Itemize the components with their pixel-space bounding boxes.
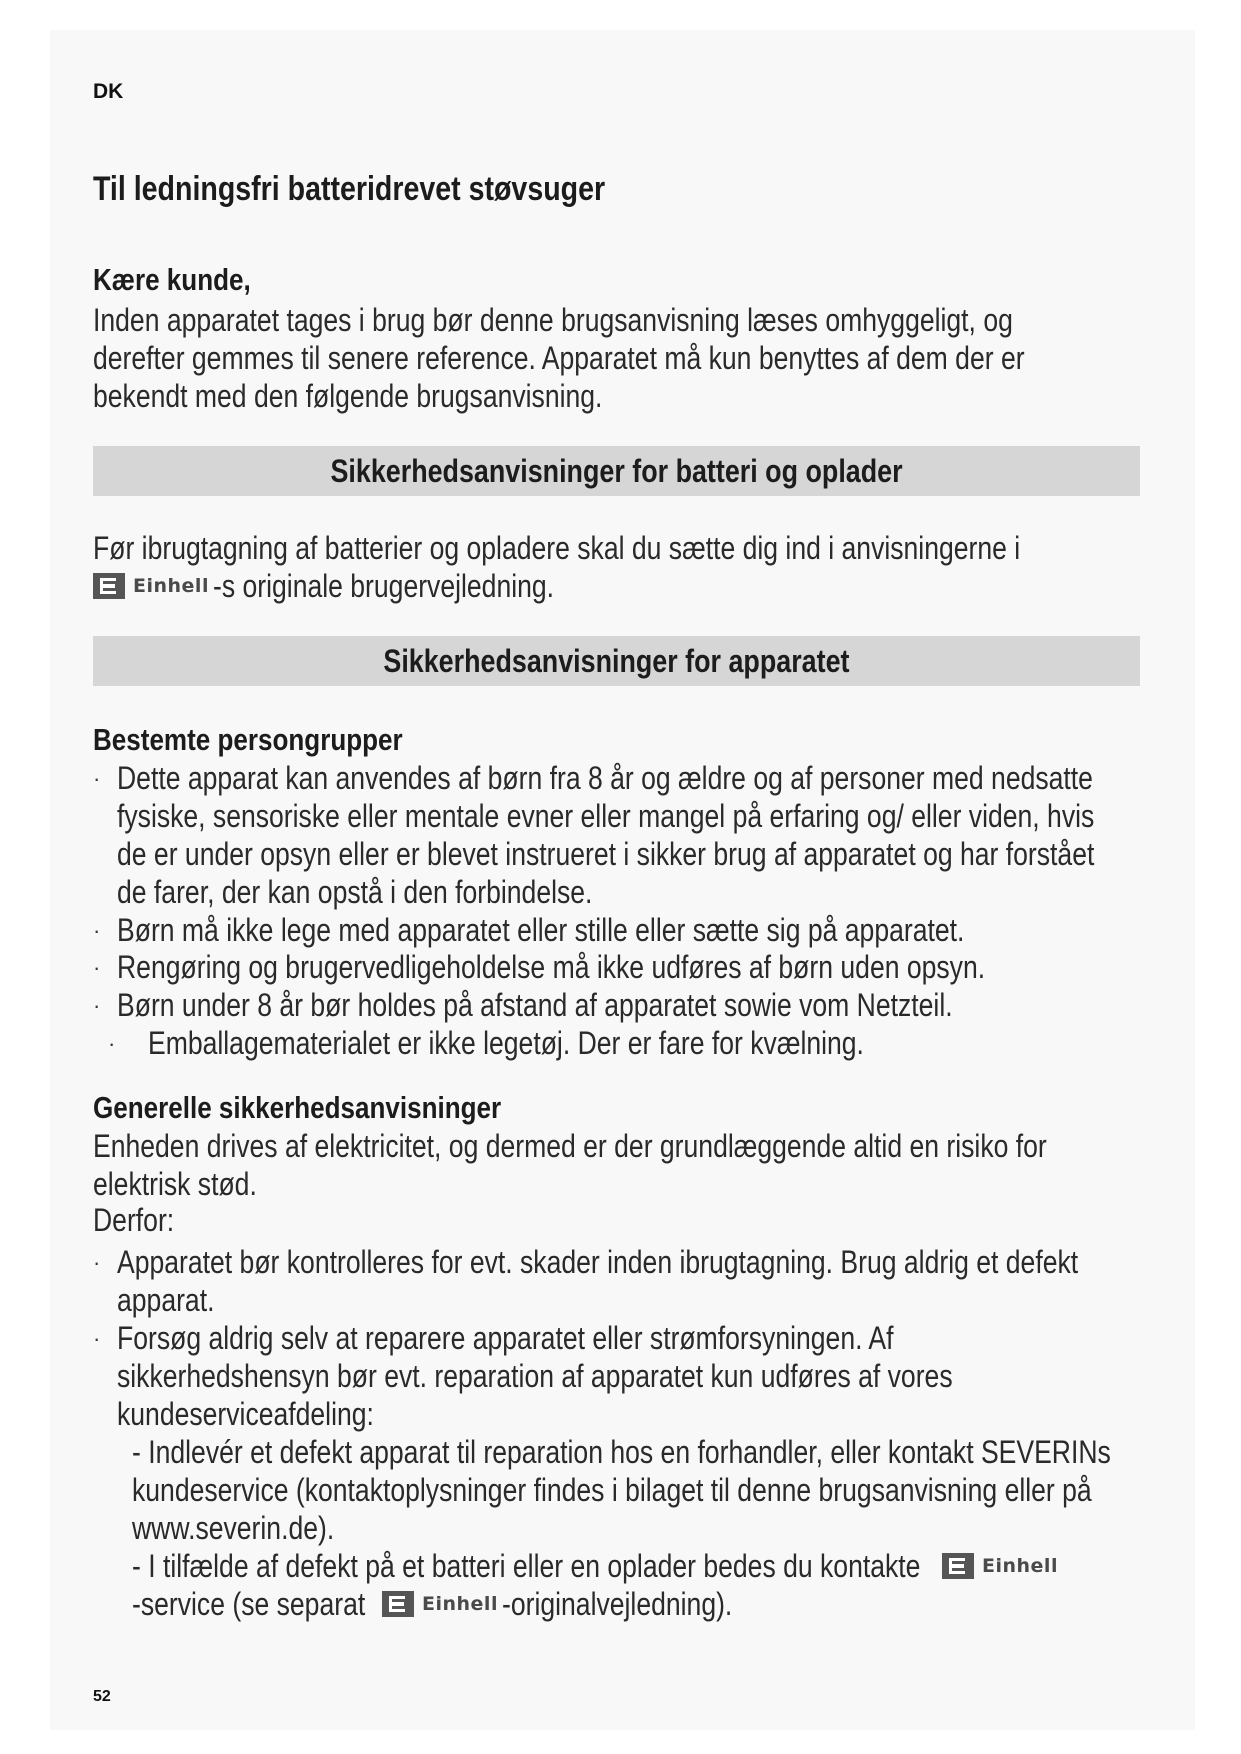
einhell-logo-text: Einhell <box>982 1555 1058 1577</box>
list-item: Rengøring og brugervedligeholdelse må ikke udføres af børn uden opsyn. <box>117 949 986 985</box>
list-item-line: de er under opsyn eller er blevet instrueret i sikker brug af apparatet og har forstået <box>117 836 1095 872</box>
greeting-heading: Kære kunde, <box>93 262 251 297</box>
page-title: Til ledningsfri batteridrevet støvsuger <box>93 170 606 208</box>
dash-item-text: -service (se separat <box>132 1586 366 1622</box>
battery-instruction-line: Før ibrugtagning af batterier og opladere skal du sætte dig ind i anvisningerne i <box>93 530 1021 566</box>
section-heading-battery-text: Sikkerhedsanvisninger for batteri og oplader <box>330 452 903 489</box>
list-item-line: kundeserviceafdeling: <box>117 1396 374 1432</box>
einhell-logo <box>942 1553 1058 1579</box>
einhell-logo-text: Einhell <box>133 575 209 597</box>
einhell-logo-icon <box>942 1553 974 1579</box>
list-item-line: Apparatet bør kontrolleres for evt. skader inden ibrugtagning. Brug aldrig et defekt <box>117 1244 1079 1280</box>
bullet-marker: · <box>108 1031 116 1056</box>
battery-instruction-line-2 <box>93 568 624 604</box>
einhell-logo-text: Einhell <box>422 1593 498 1615</box>
bullet-marker: · <box>93 918 101 943</box>
general-intro-line: Enheden drives af elektricitet, og dermed er der grundlæggende altid en risiko for <box>93 1128 1047 1164</box>
subsection-heading-general: Generelle sikkerhedsanvisninger <box>93 1090 502 1125</box>
dash-item-line: www.severin.de). <box>132 1510 335 1546</box>
list-item-line: Forsøg aldrig selv at reparere apparatet eller strømforsyningen. Af <box>117 1320 894 1356</box>
bullet-marker: · <box>93 955 101 980</box>
general-intro-line: elektrisk stød. <box>93 1166 257 1202</box>
bullet-marker: · <box>93 1250 101 1275</box>
greeting-line: bekendt med den følgende brugsanvisning. <box>93 378 603 414</box>
einhell-logo-icon <box>93 573 125 599</box>
list-item: Børn under 8 år bør holdes på afstand af apparatet sowie vom Netzteil. <box>117 987 953 1023</box>
subsection-heading-personengroups: Bestemte persongrupper <box>93 722 403 757</box>
list-item: Børn må ikke lege med apparatet eller stille eller sætte sig på apparatet. <box>117 912 965 948</box>
bullet-marker: · <box>93 766 101 791</box>
einhell-logo <box>382 1591 498 1617</box>
greeting-line: Inden apparatet tages i brug bør denne brugsanvisning læses omhyggeligt, og <box>93 302 1013 338</box>
dash-item-einhell-line-1 <box>132 1548 1058 1584</box>
list-item: Emballagematerialet er ikke legetøj. Der er fare for kvælning. <box>148 1025 864 1061</box>
list-item-line: de farer, der kan opstå i den forbindelse. <box>117 874 593 910</box>
section-heading-battery <box>93 446 1140 496</box>
section-heading-appliance-text: Sikkerhedsanvisninger for apparatet <box>383 642 850 679</box>
list-item-line: apparat. <box>117 1282 215 1318</box>
dash-item-line: kundeservice (kontaktoplysninger findes i bilaget til denne brugsanvisning eller på <box>132 1472 1092 1508</box>
greeting-line: derefter gemmes til senere reference. Apparatet må kun benyttes af dem der er <box>93 340 1025 376</box>
page-number: 52 <box>93 1688 111 1705</box>
bullet-marker: · <box>93 1326 101 1351</box>
dash-item-text: - I tilfælde af defekt på et batteri eller en oplader bedes du kontakte <box>132 1548 921 1584</box>
list-item-line: sikkerhedshensyn bør evt. reparation af apparatet kun udføres af vores <box>117 1358 953 1394</box>
einhell-logo <box>93 573 209 599</box>
list-item-line: Dette apparat kan anvendes af børn fra 8 år og ældre og af personer med nedsatte <box>117 760 1093 796</box>
dash-item-text: -originalvejledning). <box>501 1586 733 1622</box>
bullet-marker: · <box>93 993 101 1018</box>
dash-item-einhell-line-2 <box>132 1586 779 1622</box>
list-item-line: fysiske, sensoriske eller mentale evner eller mangel på erfaring og/ eller viden, hvis <box>117 798 1095 834</box>
section-heading-appliance <box>93 636 1140 686</box>
language-code: DK <box>93 80 124 103</box>
dash-item-line: - Indlevér et defekt apparat til reparation hos en forhandler, eller kontakt SEVERINs <box>132 1434 1111 1470</box>
general-intro-line: Derfor: <box>93 1202 175 1238</box>
battery-instruction-suffix: -s originale brugervejledning. <box>212 568 555 604</box>
einhell-logo-icon <box>382 1591 414 1617</box>
